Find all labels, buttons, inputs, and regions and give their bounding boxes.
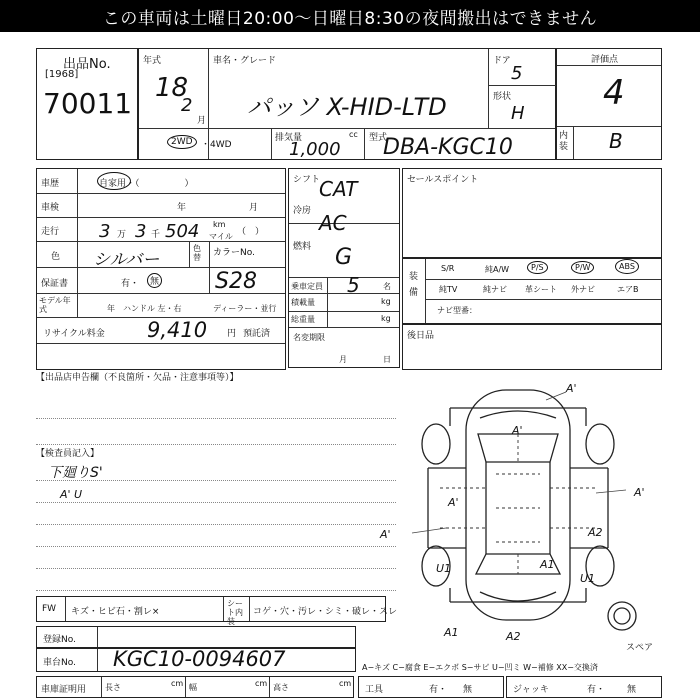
name-change-label: 名変期限 <box>293 333 325 342</box>
model-label: 型式 <box>369 133 388 143</box>
shape-value: H <box>511 103 525 124</box>
grade-label: 評価点 <box>591 55 619 65</box>
seller-notes-label: 【出品店申告欄（不良箇所・欠品・注意事項等）】 <box>36 373 239 383</box>
aircon-value: AC <box>319 211 347 235</box>
equipment-box <box>402 258 662 324</box>
garage-cert-row <box>36 676 354 698</box>
name-change-day: 日 <box>383 355 391 364</box>
sales-point-label: セールスポイント <box>407 175 479 185</box>
model-value: DBA-KGC10 <box>383 135 513 160</box>
chassis-row <box>36 648 356 672</box>
damage-mark-rear-panel: A' <box>512 424 523 437</box>
post-install-box <box>402 324 662 370</box>
month-unit: 月 <box>197 116 207 126</box>
interior-value: B <box>609 129 623 153</box>
tools-label: 工具 <box>365 685 384 695</box>
car-name-value: パッソ X-HID-LTD <box>247 93 447 121</box>
weight-unit: kg <box>381 314 391 323</box>
equip-abs-circled: ABS <box>615 259 639 274</box>
mileage-value-b: 3 <box>135 221 147 242</box>
damage-mark-front-left: A1 <box>444 626 459 639</box>
shift-label: シフト <box>293 175 321 185</box>
seat-label: シート内装 <box>227 599 243 626</box>
capacity-label: 乗車定員 <box>291 282 323 291</box>
recycle-unit: 円 <box>227 329 237 339</box>
year-month: 2 <box>181 95 193 116</box>
jack-yes: 有・ <box>587 685 606 695</box>
color-value: シルバー <box>93 250 160 270</box>
mileage-value-c: 504 <box>165 221 200 242</box>
model-year-dealer: ディーラー・並行 <box>213 304 277 313</box>
cert-length-unit: cm <box>171 679 184 688</box>
displacement-label: 排気量 <box>275 133 303 143</box>
seat-items: コゲ・穴・汚レ・シミ・破レ・スレ <box>253 607 398 617</box>
tools-no: 無 <box>463 685 473 695</box>
equip-leather: 革シート <box>525 285 557 294</box>
equip-navi: 純ナビ <box>483 285 507 294</box>
cert-height-unit: cm <box>339 679 352 688</box>
inspection-year: 年 <box>177 203 187 213</box>
registration-row <box>36 626 356 648</box>
fw-label: FW <box>42 604 57 614</box>
inspector-notes-label: 【検査員記入】 <box>36 449 100 459</box>
history-box <box>36 168 286 370</box>
spec-box <box>288 168 400 368</box>
warranty-yes: 有・ <box>121 279 140 289</box>
equip-pw-circled: P/W <box>571 261 594 274</box>
chassis-value: KGC10-0094607 <box>113 647 286 671</box>
history-private-circle <box>97 172 131 190</box>
mileage-paren: （ ） <box>237 227 265 237</box>
cert-width-unit: cm <box>255 679 268 688</box>
fw-items: キズ・ヒビ石・割レ× <box>71 607 160 617</box>
interior-label: 内装 <box>559 131 569 152</box>
equip-sr: S/R <box>441 264 455 273</box>
displacement-unit: cc <box>349 130 358 139</box>
equip-ps-circled: P/S <box>527 261 548 274</box>
lot-small-number: [1968] <box>45 69 79 80</box>
grade-value: 4 <box>603 73 625 113</box>
damage-mark-right-side: A' <box>634 486 645 499</box>
displacement-value: 1,000 <box>289 139 341 160</box>
damage-mark-left-door: A' <box>448 496 459 509</box>
mileage-km: km <box>213 220 226 229</box>
warranty-label: 保証書 <box>41 279 69 289</box>
lot-label: 出品No. <box>63 57 111 72</box>
year-label: 年式 <box>143 56 162 66</box>
fw-row <box>36 596 398 626</box>
load-unit: kg <box>381 297 391 306</box>
night-pickup-banner: この車両は土曜日20:00〜日曜日8:30の夜間搬出はできません <box>0 0 700 32</box>
equip-tv: 純TV <box>439 285 458 294</box>
cert-width-label: 幅 <box>189 683 197 692</box>
garage-cert-label: 車庫証明用 <box>41 685 87 695</box>
cert-height-label: 高さ <box>273 683 289 692</box>
year-value: 18 <box>155 73 189 103</box>
equip-airbag: エアB <box>617 285 639 294</box>
model-year-label: モデル年式 <box>39 296 71 314</box>
registration-label: 登録No. <box>43 635 76 645</box>
history-options: 自家用・（ ） <box>99 179 194 189</box>
history-label: 車歴 <box>41 179 60 189</box>
recycle-note: 預託済 <box>243 329 271 339</box>
shift-value: CAT <box>319 177 358 201</box>
mileage-label: 走行 <box>41 227 60 237</box>
doors-label: ドア <box>493 56 511 66</box>
spare-tire-label: スペア <box>626 643 654 653</box>
recycle-value: 9,410 <box>147 318 208 342</box>
fuel-label: 燃料 <box>293 242 312 252</box>
jack-label: ジャッキ <box>513 685 549 695</box>
lot-number: 70011 <box>43 87 133 120</box>
car-info-box <box>138 48 556 160</box>
doors-value: 5 <box>511 63 523 84</box>
cert-length-label: 長さ <box>105 683 121 692</box>
name-change-month: 月 <box>339 355 347 364</box>
shape-label: 形状 <box>493 92 512 102</box>
capacity-value: 5 <box>347 273 360 297</box>
inspector-note-2: A' U <box>60 488 83 501</box>
mileage-value-a: 3 <box>99 221 111 242</box>
tools-row <box>358 676 504 698</box>
model-year-year: 年 <box>107 304 115 313</box>
model-year-handle: ハンドル 左・右 <box>123 304 182 313</box>
car-damage-diagram <box>400 378 670 648</box>
equip-ext-navi: 外ナビ <box>571 285 595 294</box>
car-name-label: 車名・グレード <box>213 56 277 66</box>
damage-mark-rear-bumper: A' <box>566 382 577 395</box>
jack-no: 無 <box>627 685 637 695</box>
color-change: 色替 <box>193 244 201 262</box>
equip-alloy: 純A/W <box>485 265 510 274</box>
drive-2wd-circled: 2WD <box>167 135 197 149</box>
fuel-value: G <box>335 245 353 270</box>
grade-box <box>556 48 662 160</box>
inspection-label: 車検 <box>41 203 60 213</box>
aircon-label: 冷房 <box>293 206 312 216</box>
mileage-mile: マイル <box>209 232 233 241</box>
damage-mark-hood: A1 <box>540 558 555 571</box>
inspector-note-1: 下廻りS' <box>48 465 103 481</box>
damage-mark-front-bumper: A2 <box>506 630 521 643</box>
sales-point-box <box>402 168 662 258</box>
recycle-label: リサイクル料金 <box>43 329 105 339</box>
weight-label: 総重量 <box>291 315 315 324</box>
damage-legend: A−キズ C−腐食 E−エクボ S−サビ U−凹ミ W−補修 XX−交換済 <box>362 663 598 672</box>
navi-model-label: ナビ型番： <box>437 306 477 315</box>
damage-mark-left-side: A' <box>380 528 391 541</box>
damage-mark-right-fender: A2 <box>588 526 603 539</box>
chassis-label: 車台No. <box>43 658 76 668</box>
color-no-label: カラーNo. <box>213 248 255 258</box>
inspection-month: 月 <box>249 203 259 213</box>
tools-yes: 有・ <box>429 685 448 695</box>
damage-mark-front-u: U1 <box>436 562 452 575</box>
lot-number-box <box>36 48 138 160</box>
color-label: 色 <box>51 252 61 262</box>
load-label: 積載量 <box>291 298 315 307</box>
drive-4wd: ・4WD <box>201 140 232 150</box>
warranty-no-circled: 無 <box>147 273 162 288</box>
capacity-unit: 名 <box>383 282 391 291</box>
color-code: S28 <box>215 269 257 294</box>
jack-row <box>506 676 662 698</box>
mileage-sen: 千 <box>151 230 161 240</box>
damage-mark-right-front: U1 <box>580 572 596 585</box>
equipment-label: 装備 <box>409 272 419 298</box>
mileage-man: 万 <box>117 230 127 240</box>
post-install-label: 後日品 <box>407 331 435 341</box>
